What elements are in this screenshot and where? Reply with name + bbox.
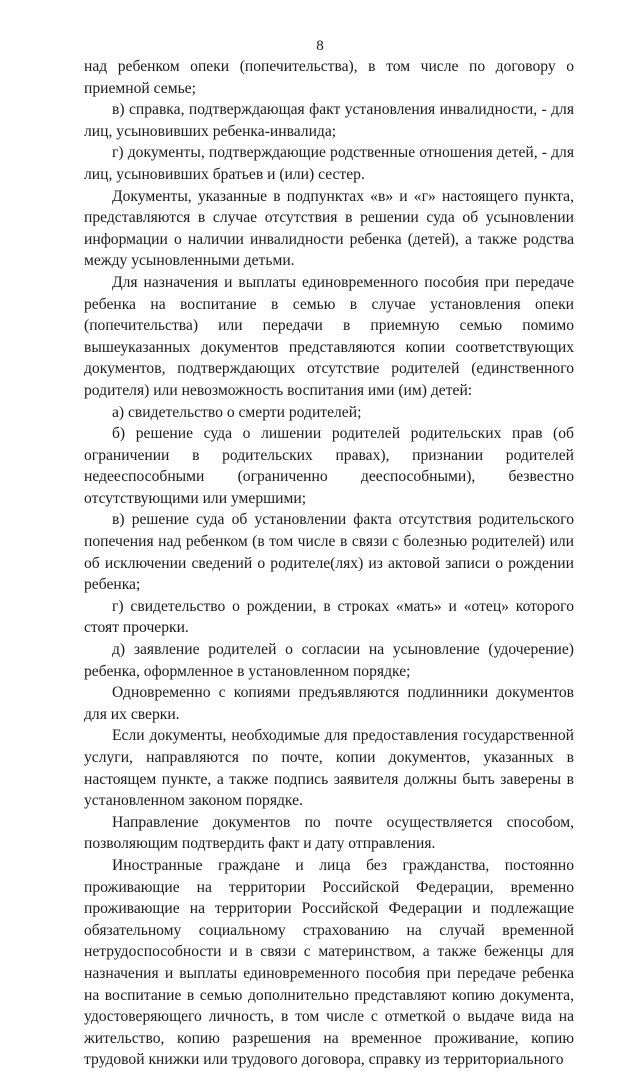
paragraph-continuation: над ребенком опеки (попечительства), в том числе по договору о приемной семье; bbox=[84, 58, 574, 97]
paragraph-documents-note: Документы, указанные в подпунктах «в» и «г» настоящего пункта, представляются в случае отсутствия в решении суда об усыновлении информации о наличии инвалидности ребенка (детей), а также родства между усыновленными детьми. bbox=[84, 187, 574, 270]
list-item-v-disability-certificate: в) справка, подтверждающая факт установления инвалидности, - для лиц, усыновивших ребенка-инвалида; bbox=[84, 101, 574, 140]
list-item-d-parents-consent: д) заявление родителей о согласии на усыновление (удочерение) ребенка, оформленное в установленном порядке; bbox=[84, 641, 574, 680]
paragraph-postal-submission: Если документы, необходимые для предоставления государственной услуги, направляются по почте, копии документов, указанных в настоящем пункте, а также подпись заявителя должны быть заверены в установленном законом порядке. bbox=[84, 727, 574, 810]
list-item-b-court-decision: б) решение суда о лишении родителей родительских прав (об ограничении в родительских правах), признании родителей недееспособными (ограниченно дееспособными), безвестно отсутствующими или умершими; bbox=[84, 425, 574, 507]
paragraph-originals: Одновременно с копиями предъявляются подлинники документов для их сверки. bbox=[84, 684, 574, 723]
paragraph-postal-method: Направление документов по почте осуществляется способом, позволяющим подтвердить факт и дату отправления. bbox=[84, 813, 574, 853]
list-item-v-court-decision-absence: в) решение суда об установлении факта отсутствия родительского попечения над ребенком (в том числе в связи с болезнью родителей) или об исключении сведений о родителе(лях) из актовой записи о рождении ребенка; bbox=[84, 511, 574, 594]
list-item-g-kinship-documents: г) документы, подтверждающие родственные отношения детей, - для лиц, усыновивших братьев и (или) сестер. bbox=[84, 144, 574, 183]
list-item-g-birth-certificate: г) свидетельство о рождении, в строках «мать» и «отец» которого стоят прочерки. bbox=[84, 597, 574, 637]
document-body bbox=[84, 56, 574, 1071]
paragraph-foreign-citizens: Иностранные граждане и лица без гражданства, постоянно проживающие на территории Российской Федерации, временно проживающие на территории Российской Федерации и подлежащие обязательному социальному страхованию на случай временной нетрудоспособности и в связи с материнством, а также беженцы для назначения и выплаты единовременного пособия при передаче ребенка на воспитание в семью дополнительно представляют копию документа, удостоверяющего личность, в том числе с отметкой о выдаче вида на жительство, копию разрешения на временное проживание, копию трудовой книжки или трудового договора, справку из территориального bbox=[84, 856, 574, 1069]
paragraph-guardianship-requirements: Для назначения и выплаты единовременного пособия при передаче ребенка на воспитание в семью в случае установления опеки (попечительства) или передачи в приемную семью помимо вышеуказанных документов представляются копии соответствующих документов, подтверждающих отсутствие родителей (единственного родителя) или невозможность воспитания ими (им) детей: bbox=[84, 273, 574, 399]
list-item-a-death-certificate: а) свидетельство о смерти родителей; bbox=[112, 403, 362, 421]
page-number: 8 bbox=[316, 38, 324, 54]
